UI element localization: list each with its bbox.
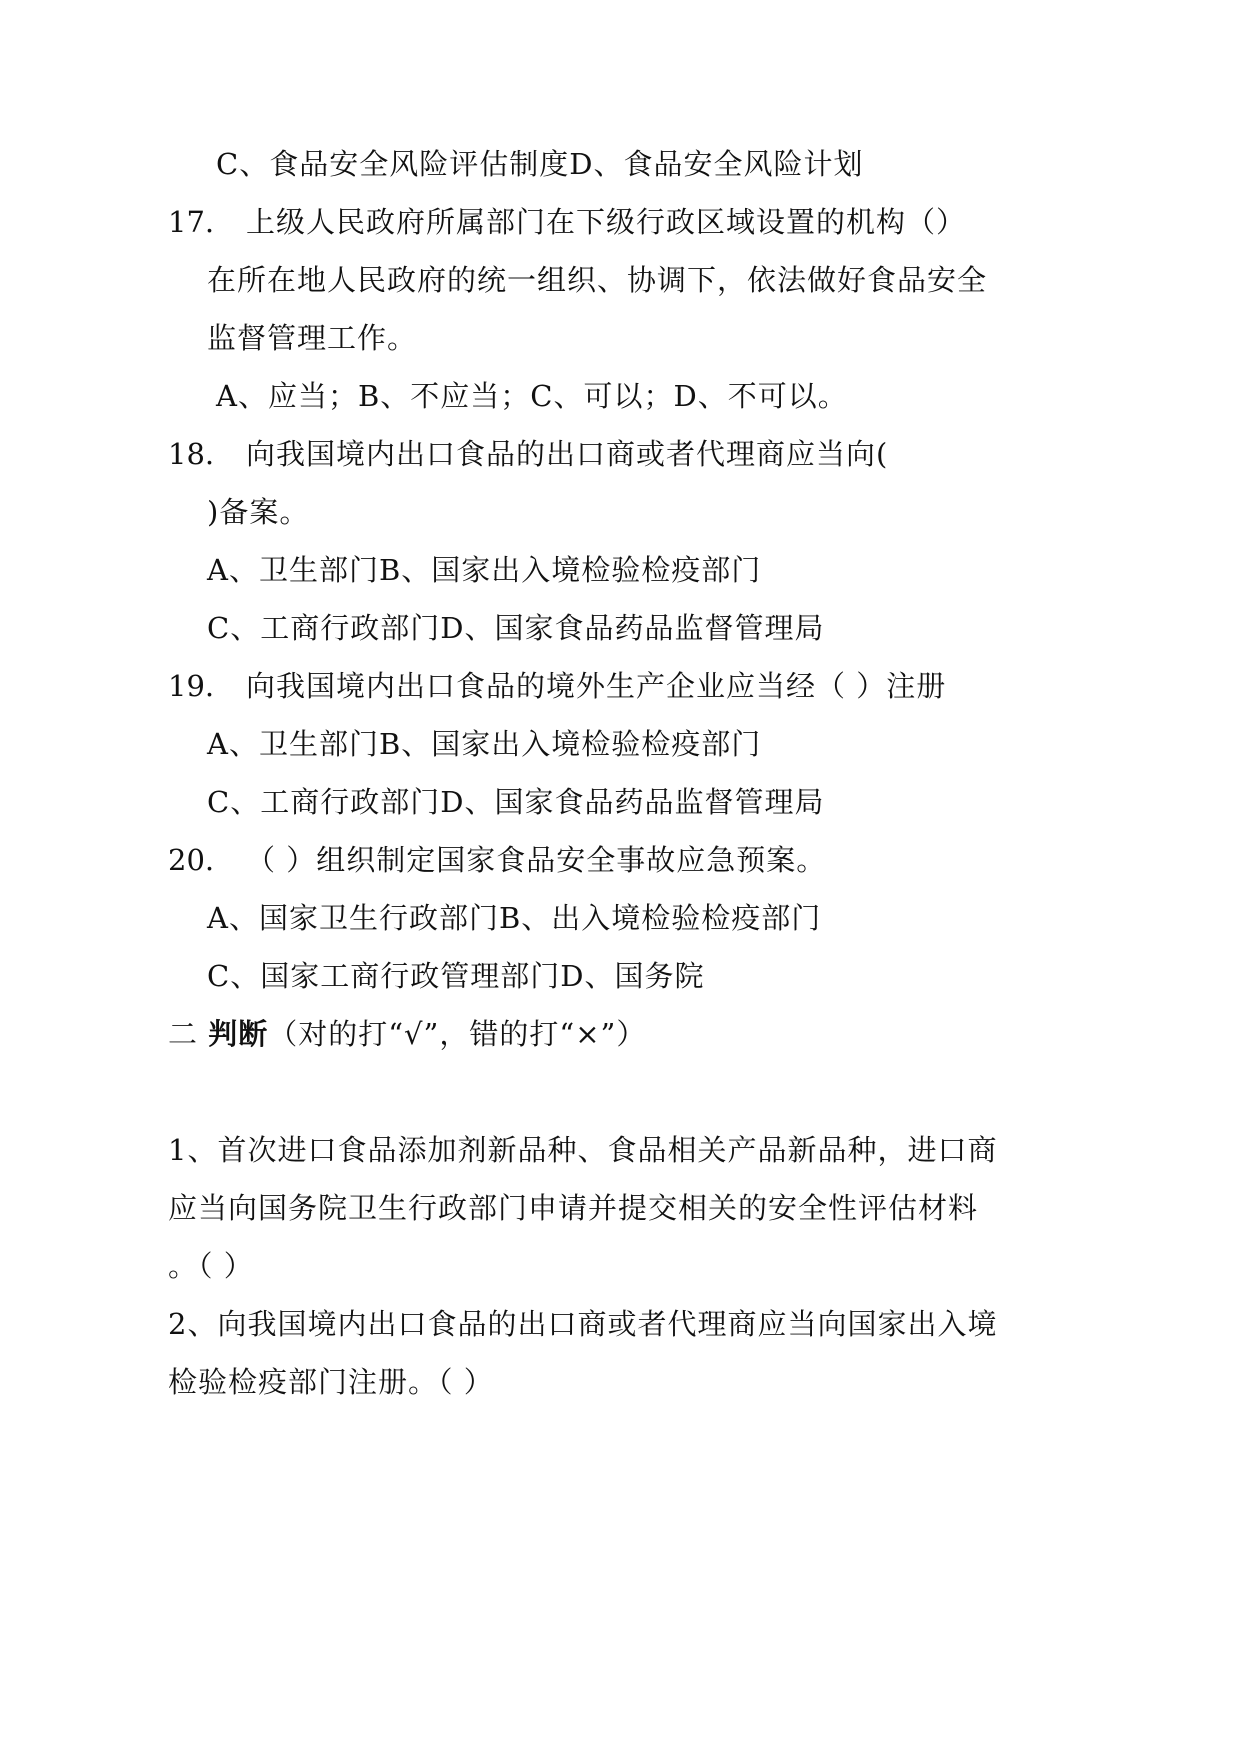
tf1-line2: 应当向国务院卫生行政部门申请并提交相关的安全性评估材料 (168, 1191, 979, 1225)
section2-heading (168, 1016, 646, 1052)
section2-prefix: 二 (168, 1017, 209, 1051)
q17-line3: 监督管理工作。 (207, 321, 418, 355)
q17-number: 17. (168, 205, 215, 239)
q19-line1: 向我国境内出口食品的境外生产企业应当经（ ）注册 (246, 669, 947, 703)
tf2-line2: 检验检疫部门注册。（ ） (168, 1365, 494, 1399)
q16-option-line: C、食品安全风险评估制度D、食品安全风险计划 (216, 147, 864, 181)
tf2-line1: 2、向我国境内出口食品的出口商或者代理商应当向国家出入境 (168, 1307, 998, 1341)
q20-number: 20. (168, 843, 215, 877)
q17-line2: 在所在地人民政府的统一组织、协调下，依法做好食品安全 (207, 263, 988, 297)
section2-title: 判断 (208, 1017, 269, 1051)
q17-options: A、应当；B、不应当；C、可以；D、不可以。 (216, 379, 848, 413)
section2-note: （对的打“√”，错的打“×”） (268, 1017, 647, 1051)
q20-options-c: C、国家工商行政管理部门D、国务院 (207, 959, 705, 993)
tf1-line1: 1、首次进口食品添加剂新品种、食品相关产品新品种，进口商 (168, 1133, 998, 1167)
q17-line1: 上级人民政府所属部门在下级行政区域设置的机构（） (246, 205, 967, 239)
q20-line1: （ ）组织制定国家食品安全事故应急预案。 (246, 843, 827, 877)
q19-options-c: C、工商行政部门D、国家食品药品监督管理局 (207, 785, 825, 819)
q19-number: 19. (168, 669, 215, 703)
q18-number: 18. (168, 437, 215, 471)
q18-options-a: A、卫生部门B、国家出入境检验检疫部门 (207, 553, 762, 587)
q20-options-a: A、国家卫生行政部门B、出入境检验检疫部门 (207, 901, 822, 935)
q19-options-a: A、卫生部门B、国家出入境检验检疫部门 (207, 727, 762, 761)
q18-options-c: C、工商行政部门D、国家食品药品监督管理局 (207, 611, 825, 645)
q18-line1: 向我国境内出口食品的出口商或者代理商应当向( (246, 437, 889, 471)
tf1-line3: 。（ ） (168, 1249, 254, 1283)
q18-line2: )备案。 (207, 495, 310, 529)
